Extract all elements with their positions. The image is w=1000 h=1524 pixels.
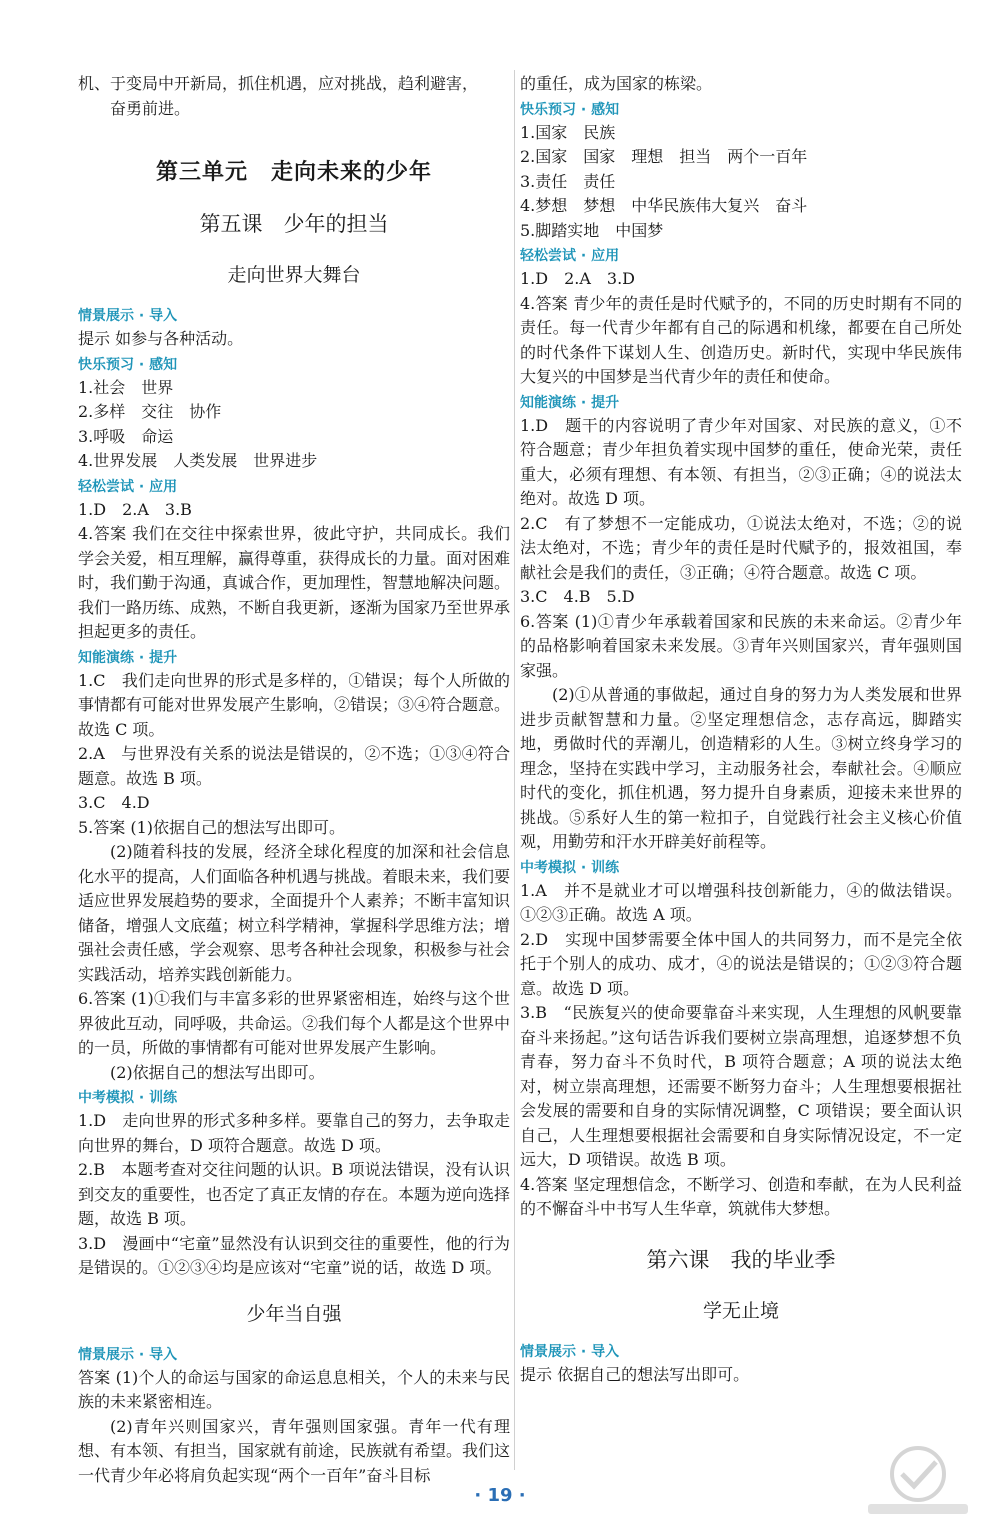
answer-line: 1.社会 世界	[78, 377, 174, 397]
answer-paragraph: (2)①从普通的事做起，通过自身的努力为人类发展和世界进步贡献智慧和力量。②坚定理想信念，志存高远，脚踏实地，勇做时代的弄潮儿，创造精彩的人生。③树立终身学习的理念，坚持在实践中学习，主动服务社会，奉献社会。④顺应时代的变化，抓住机遇，努力提升自身素质，迎接未来世界的挑战。⑤系好人生的第一粒扣子，自觉践行社会主义核心价值观，用勤劳和汗水开辟美好前程等。	[520, 685, 962, 851]
answer-line: 1.D 2.A 3.B	[78, 499, 192, 519]
answer-paragraph: 1.D 走向世界的形式多种多样。要靠自己的努力，去争取走向世界的舞台，D 项符合题意。故选 D 项。	[78, 1111, 510, 1155]
answer-paragraph: 2.C 有了梦想不一定能成功，①说法太绝对，不选；②的说法太绝对，不选；青少年的责任是时代赋予的，报效祖国，奉献社会是我们的责任，③正确；④符合题意。故选 C 项。	[520, 513, 962, 582]
unit-title: 第三单元 走向未来的少年	[155, 160, 432, 185]
answer-line: 5.答案 (1)依据自己的想法写出即可。	[78, 817, 346, 837]
topic-title: 走向世界大舞台	[227, 264, 361, 286]
right-column	[520, 72, 962, 1387]
answer-paragraph: 2.B 本题考查对交往问题的认识。B 项说法错误，没有认识到交友的重要性，也否定了真正友情的存在。本题为逆向选择题，故选 B 项。	[78, 1160, 511, 1228]
answer-paragraph: (2)随着科技的发展，经济全球化程度的加深和社会信息化水平的提高，人们面临各种机遇与挑战。着眼未来，我们要适应世界发展趋势的要求，全面提升个人素养；不断丰富知识储备，增强人文底蕴；树立科学精神，掌握科学思维方法；增强社会责任感，学会观察、思考各种社会现象，积极参与社会实践活动，培养实践创新能力。	[78, 842, 511, 984]
page-number: · 19 ·	[474, 1485, 526, 1506]
answer-line: 4.世界发展 人类发展 世界进步	[78, 451, 318, 470]
left-column	[78, 72, 510, 1488]
answer-line: 3.责任 责任	[520, 171, 616, 191]
topic-title: 少年当自强	[246, 1302, 342, 1325]
section-heading: 轻松尝试 · 应用	[520, 248, 620, 264]
answer-line: 2.国家 国家 理想 担当 两个一百年	[520, 147, 808, 166]
section-heading: 情景展示 · 导入	[78, 1346, 178, 1363]
section-heading: 快乐预习 · 感知	[78, 356, 178, 373]
section-heading: 情景展示 · 导入	[520, 1343, 620, 1360]
answer-paragraph: 2.D 实现中国梦需要全体中国人的共同努力，而不是完全依托于个别人的成功、成才，④的说法是错误的；①②③符合题意。故选 D 项。	[520, 929, 962, 998]
answer-paragraph: 3.D 漫画中“宅童”显然没有认识到交往的重要性，他的行为是错误的。①②③④均是应该对“宅童”说的话，故选 D 项。	[78, 1233, 510, 1277]
answer-paragraph: 2.A 与世界没有关系的说法是错误的，②不选；①③④符合题意。故选 B 项。	[78, 744, 510, 788]
answer-paragraph: 4.答案 我们在交往中探索世界，彼此守护，共同成长。我们学会关爱，相互理解，赢得尊重，获得成长的力量。面对困难时，我们勤于沟通，真诚合作，更加理性，智慧地解决问题。我们一路历练、成熟，不断自我更新，逐渐为国家乃至世界承担起更多的责任。	[78, 524, 511, 641]
answer-paragraph: (2)青年兴则国家兴，青年强则国家强。青年一代有理想、有本领、有担当，国家就有前途，民族就有希望。我们这一代青少年必将肩负起实现“两个一百年”奋斗目标	[78, 1416, 511, 1485]
answer-line: 3.呼吸 命运	[78, 426, 174, 446]
section-heading: 情景展示 · 导入	[78, 308, 178, 324]
section-heading: 轻松尝试 · 应用	[78, 478, 178, 495]
section-heading: 中考模拟 · 训练	[78, 1090, 178, 1106]
answer-paragraph: 答案 (1)个人的命运与国家的命运息息相关，个人的未来与民族的未来紧密相连。	[78, 1367, 510, 1411]
answer-line: 2.多样 交往 协作	[78, 402, 222, 421]
answer-paragraph: 1.C 我们走向世界的形式是多样的，①错误；每个人所做的事情都有可能对世界发展产生影响，②错误；③④符合题意。故选 C 项。	[78, 670, 511, 739]
intro-line: 机、于变局中开新局，抓住机遇，应对挑战，趋利避害，	[78, 74, 479, 93]
lesson-title: 第五课 少年的担当	[199, 212, 389, 236]
answer-line: 3.C 4.B 5.D	[520, 587, 635, 606]
lesson-title: 第六课 我的毕业季	[646, 1247, 836, 1272]
answer-line: 3.C 4.D	[78, 793, 150, 812]
answer-line: 的重任，成为国家的栋梁。	[520, 74, 713, 93]
answer-paragraph: 4.答案 青少年的责任是时代赋予的，不同的历史时期有不同的责任。每一代青少年都有自己的际遇和机缘，都要在自己所处的时代条件下谋划人生、创造历史。新时代，实现中华民族伟大复兴的中国梦是当代青少年的责任和使命。	[520, 293, 962, 386]
answer-line: 5.脚踏实地 中国梦	[520, 220, 664, 240]
watermark-logo-icon	[858, 1440, 978, 1520]
answer-line: 1.D 2.A 3.D	[520, 269, 636, 288]
answer-paragraph: 3.B “民族复兴的使命要靠奋斗来实现，人生理想的风帆要靠奋斗来扬起。”这句话告诉我们要树立崇高理想，追逐梦想不负青春，努力奋斗不负时代，B 项符合题意；A 项的说法太绝对，树立崇高理想，还需要不断努力奋斗；人生理想要根据社会发展的需要和自身的实际情况调整，C 项错误；要全面认识自己，人生理想要根据社会需要和自身实际情况设定，不一定远大，D 项错误。故选 B 项。	[520, 1003, 962, 1169]
intro-line: 奋勇前进。	[110, 98, 191, 118]
answer-line: (2)依据自己的想法写出即可。	[110, 1062, 325, 1082]
answer-paragraph: 4.答案 坚定理想信念，不断学习、创造和奉献，在为人民利益的不懈奋斗中书写人生华章，筑就伟大梦想。	[520, 1174, 962, 1218]
answer-line: 提示 依据自己的想法写出即可。	[520, 1364, 750, 1384]
answer-paragraph: 1.A 并不是就业才可以增强科技创新能力，④的做法错误。①②③正确。故选 A 项。	[520, 880, 962, 924]
section-heading: 知能演练 · 提升	[78, 649, 178, 666]
section-heading: 知能演练 · 提升	[520, 394, 620, 411]
section-heading: 快乐预习 · 感知	[520, 101, 620, 118]
answer-paragraph: 6.答案 (1)①我们与丰富多彩的世界紧密相连，始终与这个世界彼此互动，同呼吸，共命运。②我们每个人都是这个世界中的一员，所做的事情都有可能对世界发展产生影响。	[78, 989, 511, 1057]
section-heading: 中考模拟 · 训练	[520, 859, 620, 876]
topic-title: 学无止境	[702, 1299, 779, 1322]
answer-line: 提示 如参与各种活动。	[78, 329, 244, 348]
answer-paragraph: 6.答案 (1)①青少年承载着国家和民族的未来命运。②青少年的品格影响着国家未来发展。③青年兴则国家兴，青年强则国家强。	[520, 611, 962, 680]
column-divider	[514, 70, 515, 1470]
answer-line: 1.国家 民族	[520, 122, 616, 142]
answer-paragraph: 1.D 题干的内容说明了青少年对国家、对民族的意义，①不符合题意；青少年担负着实现中国梦的重任，使命光荣，责任重大，必须有理想、有本领、有担当，②③正确；④的说法太绝对。故选 D 项。	[520, 415, 962, 508]
answer-line: 4.梦想 梦想 中华民族伟大复兴 奋斗	[520, 196, 808, 215]
